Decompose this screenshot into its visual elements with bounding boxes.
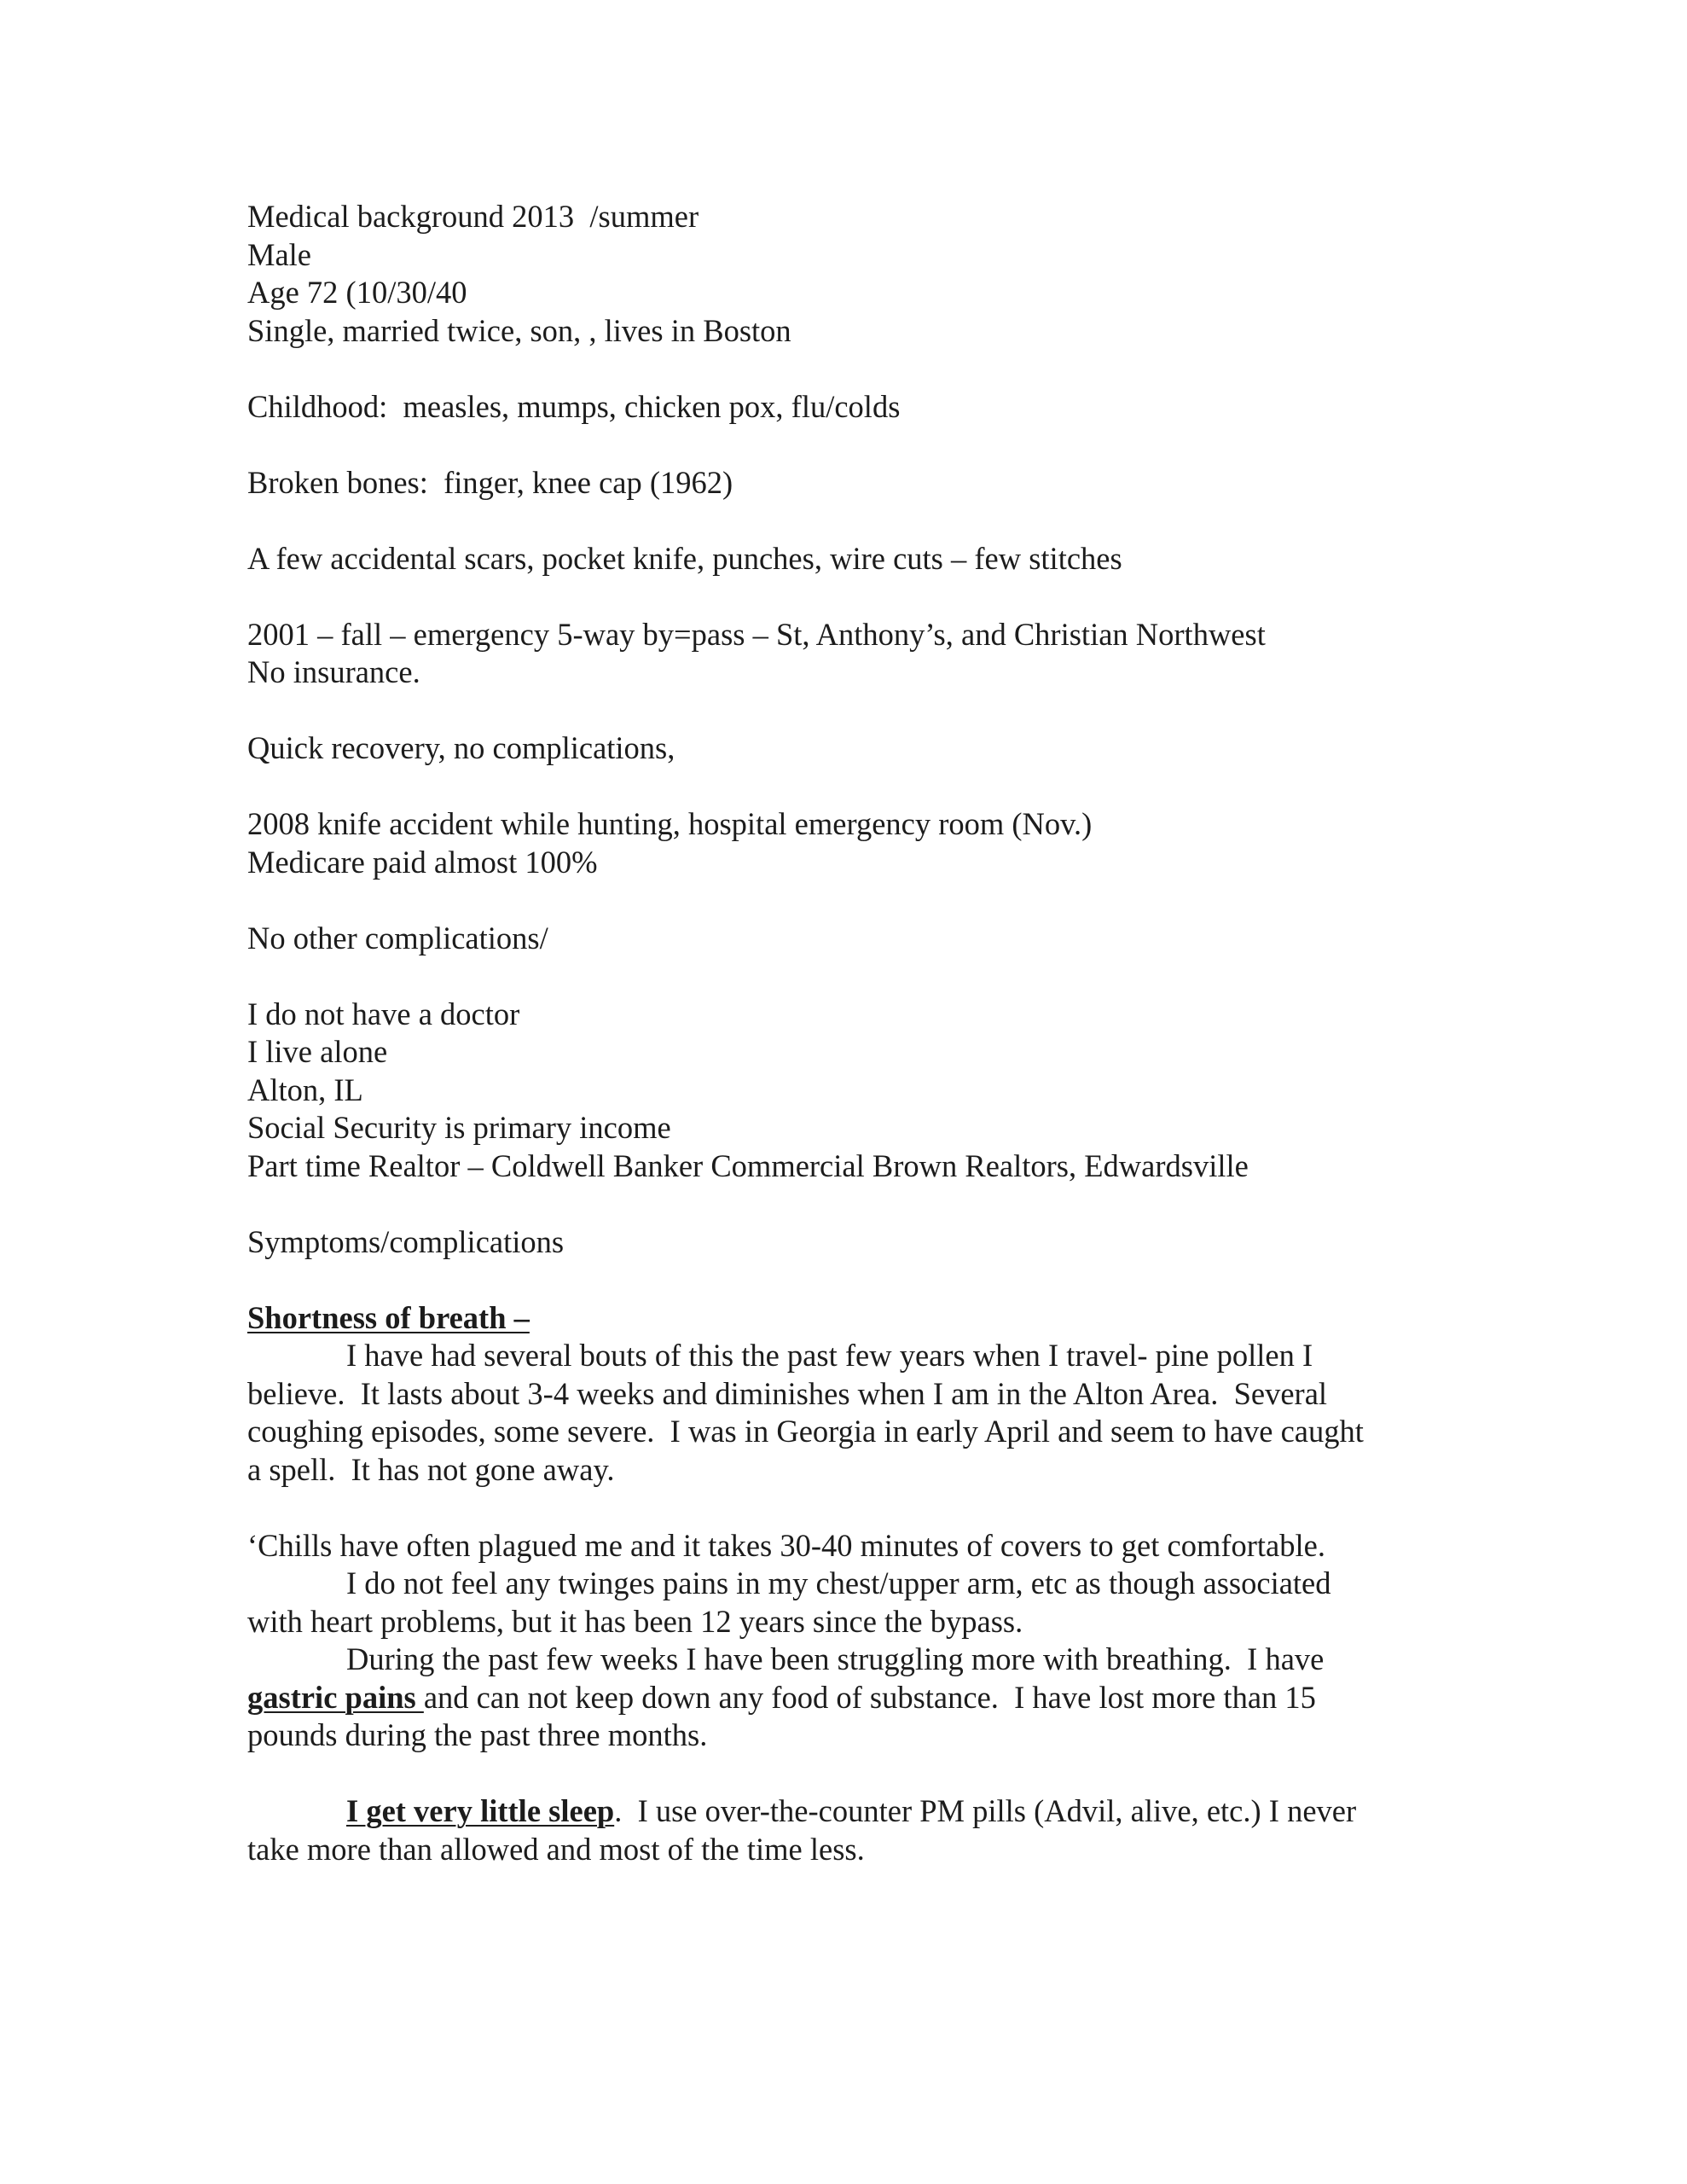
spacer: [247, 881, 1458, 920]
medicare-line: Medicare paid almost 100%: [247, 844, 598, 880]
breath-para-line: [247, 1337, 1458, 1375]
spacer: [247, 1489, 1458, 1527]
heart-text-1: I do not feel any twinges pains in my chest/upper arm, etc as though associated: [346, 1565, 1331, 1600]
doctor-line: I do not have a doctor: [247, 996, 520, 1031]
spacer: [247, 350, 1458, 388]
sleep-para-line: [247, 1792, 1458, 1831]
recovery-line: Quick recovery, no complications,: [247, 730, 675, 765]
bypass-line: 2001 – fall – emergency 5-way by=pass – St, Anthony’s, and Christian Northwest: [247, 616, 1266, 652]
sleep-text-1: . I use over-the-counter PM pills (Advil, alive, etc.) I never: [614, 1793, 1357, 1828]
gastric-text: and can not keep down any food of substance. I have lost more than 15: [423, 1679, 1316, 1715]
spacer: [247, 1755, 1458, 1793]
spacer: [247, 692, 1458, 730]
sleep-label: I get very little sleep: [346, 1793, 615, 1828]
sleep-text-2: take more than allowed and most of the time less.: [247, 1831, 865, 1867]
chills-line: ‘Chills have often plagued me and it takes 30-40 minutes of covers to get comfortable.: [247, 1527, 1325, 1563]
occupation-line: Part time Realtor – Coldwell Banker Commercial Brown Realtors, Edwardsville: [247, 1147, 1249, 1183]
spacer: [247, 957, 1458, 996]
shortness-of-breath-heading: [247, 1299, 1458, 1338]
heart-para-line: [247, 1565, 1458, 1603]
breath-text-2: believe. It lasts about 3-4 weeks and diminishes when I am in the Alton Area. Several: [247, 1375, 1328, 1411]
no-other-complications-line: No other complications/: [247, 920, 548, 956]
broken-bones-line: Broken bones: finger, knee cap (1962): [247, 464, 733, 500]
breath-text-3: coughing episodes, some severe. I was in Georgia in early April and seem to have caught: [247, 1414, 1364, 1449]
knife-accident-line: 2008 knife accident while hunting, hospital emergency room (Nov.): [247, 806, 1093, 841]
lives-alone-line: I live alone: [247, 1034, 388, 1069]
symptoms-heading: Symptoms/complications: [247, 1223, 565, 1259]
document-page: [247, 198, 1458, 1868]
breath-text-4: a spell. It has not gone away.: [247, 1451, 615, 1487]
breathing-text-1: During the past few weeks I have been struggling more with breathing. I have: [346, 1641, 1325, 1676]
marital-line: Single, married twice, son, , lives in Boston: [247, 312, 791, 348]
doc-title: Medical background 2013 /summer: [247, 199, 699, 234]
insurance-line: No insurance.: [247, 654, 420, 689]
spacer: [247, 1185, 1458, 1223]
spacer: [247, 502, 1458, 540]
childhood-line: Childhood: measles, mumps, chicken pox, flu/colds: [247, 388, 901, 424]
spacer: [247, 768, 1458, 806]
spacer: [247, 426, 1458, 464]
location-line: Alton, IL: [247, 1072, 363, 1107]
spacer: [247, 1261, 1458, 1299]
gastric-pains-label: gastric pains: [247, 1679, 424, 1715]
breathing-para-line: [247, 1641, 1458, 1679]
sex-line: Male: [247, 236, 311, 272]
weight-loss-line: pounds during the past three months.: [247, 1717, 708, 1752]
age-line: Age 72 (10/30/40: [247, 275, 467, 310]
heart-text-2: with heart problems, but it has been 12 years since the bypass.: [247, 1603, 1023, 1639]
scars-line: A few accidental scars, pocket knife, punches, wire cuts – few stitches: [247, 540, 1122, 576]
gastric-line: [247, 1679, 1458, 1717]
spacer: [247, 578, 1458, 616]
shortness-of-breath-label: Shortness of breath –: [247, 1299, 530, 1335]
breath-text-1: I have had several bouts of this the past few years when I travel- pine pollen I: [346, 1338, 1313, 1373]
income-line: Social Security is primary income: [247, 1110, 671, 1145]
